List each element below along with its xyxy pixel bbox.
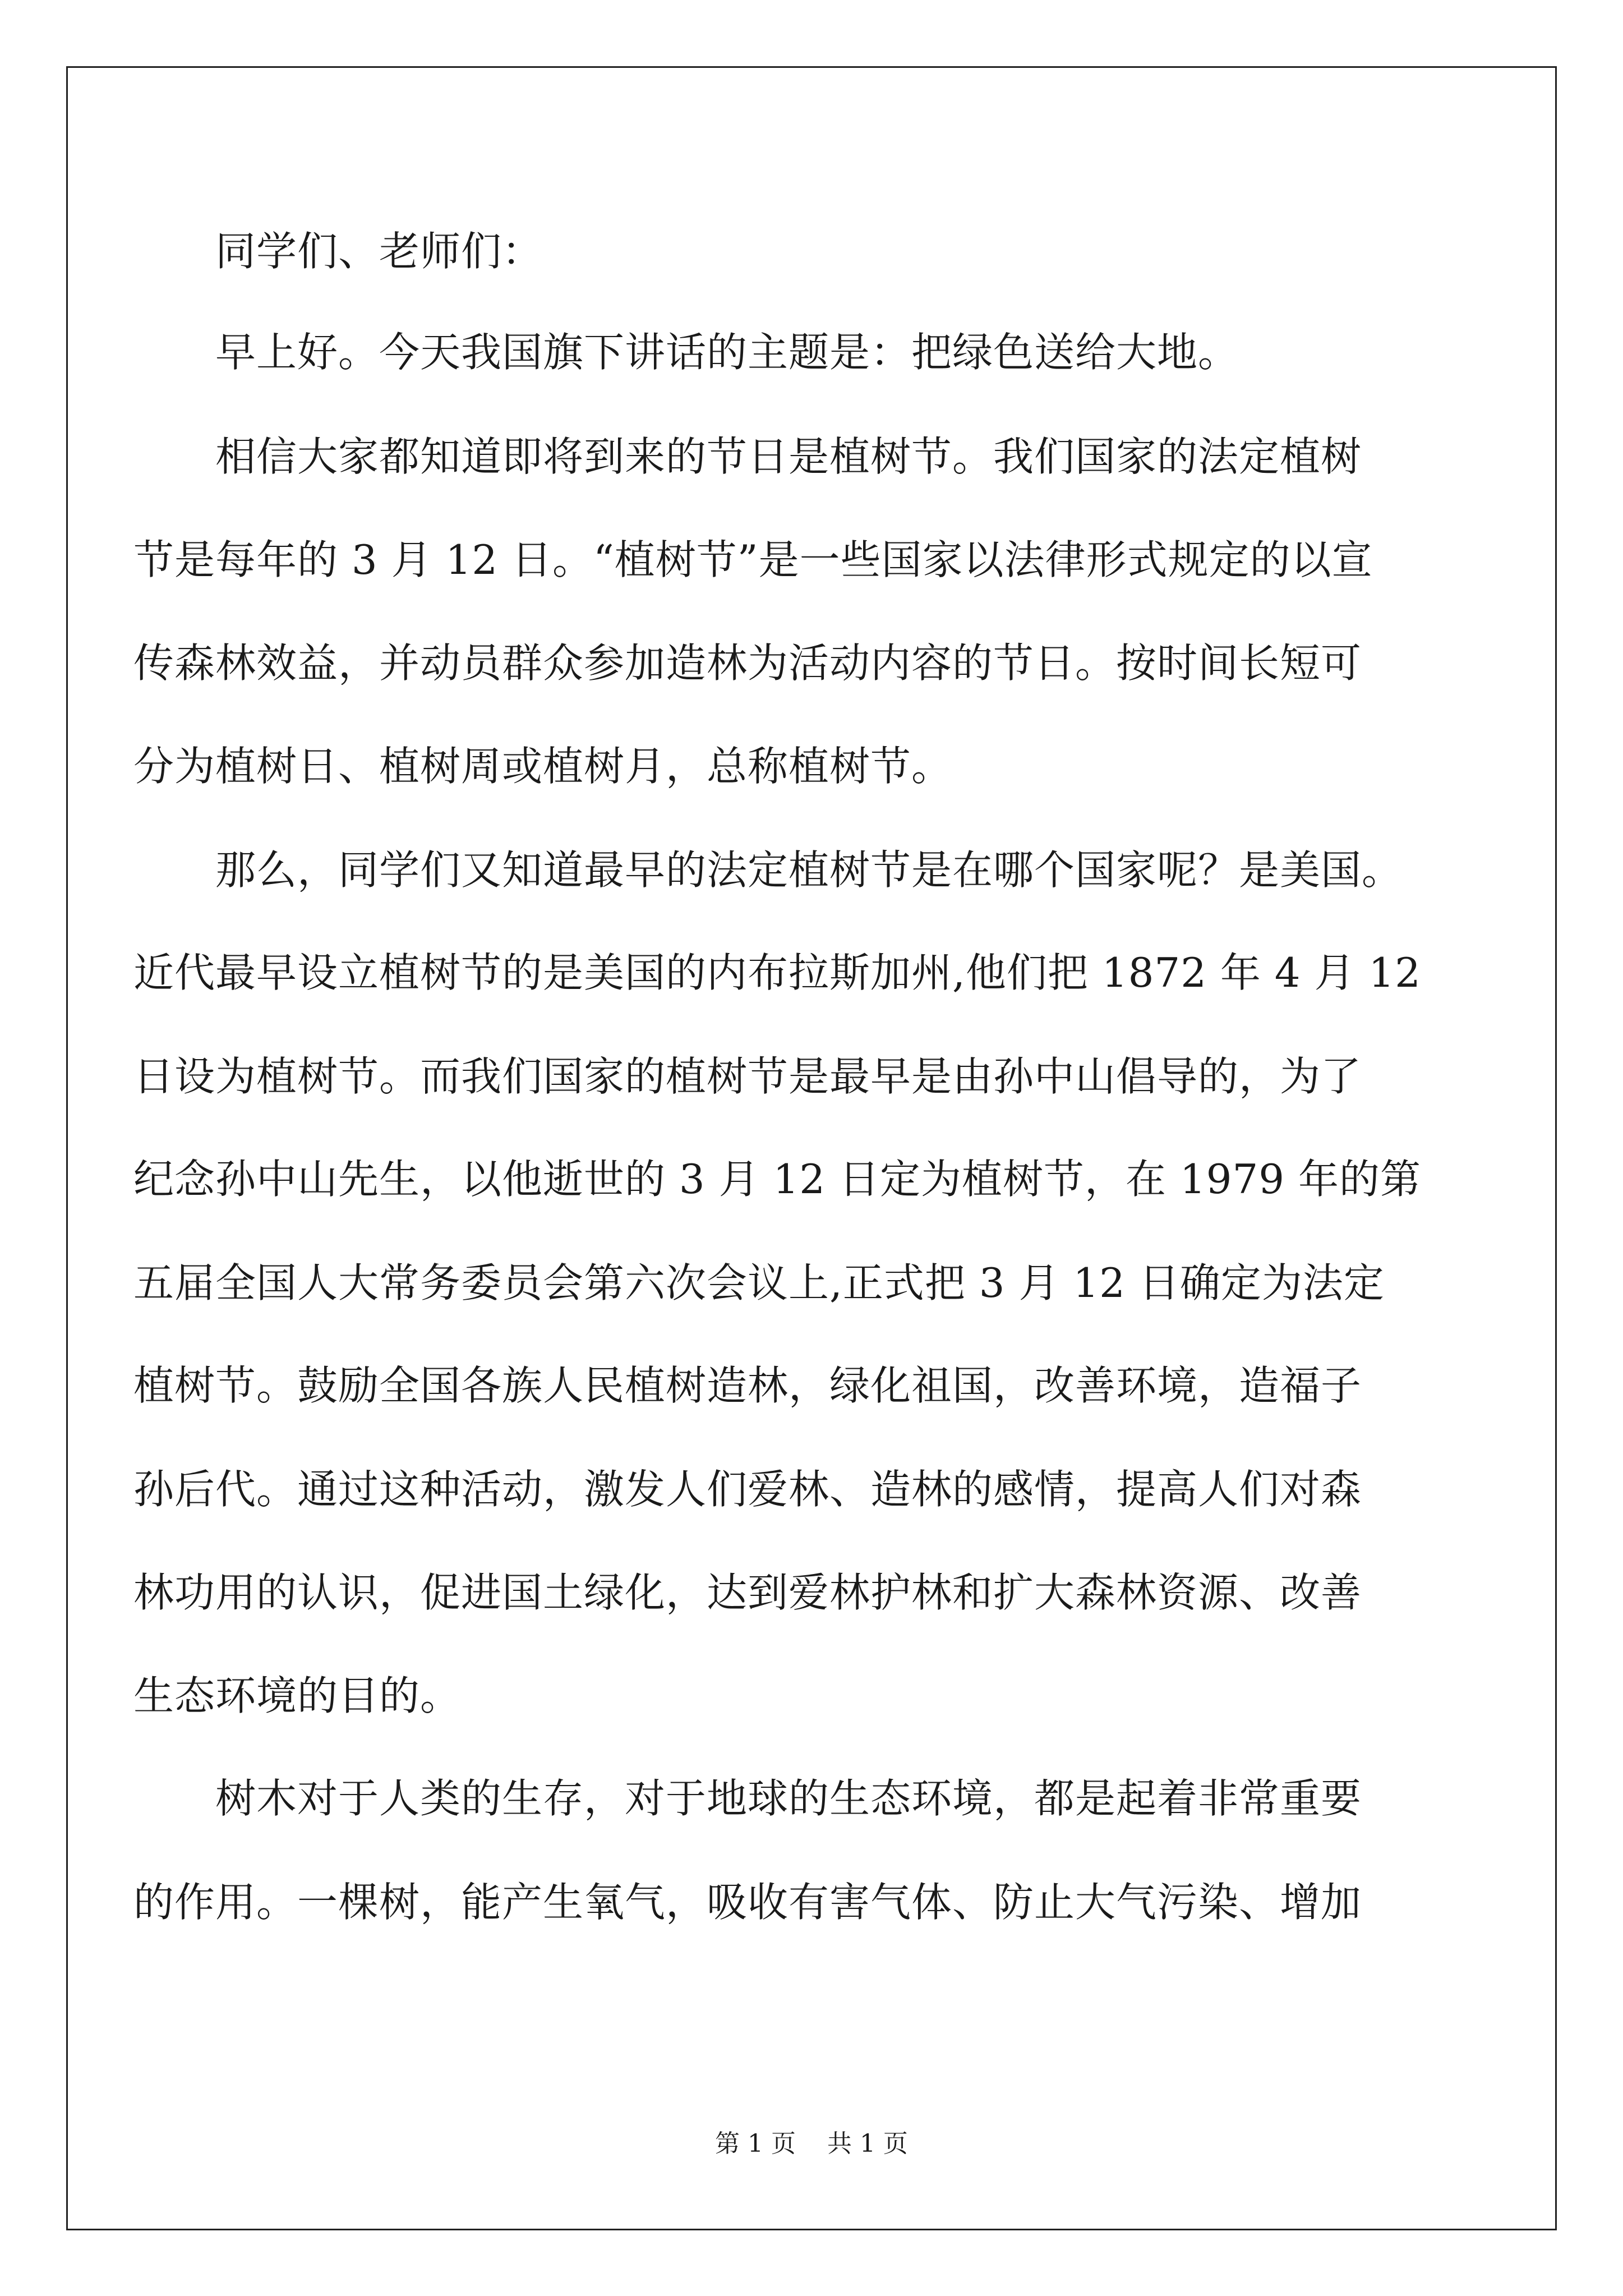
text-line: 植树节。鼓励全国各族人民植树造林，绿化祖国，改善环境，造福子 <box>133 1362 1362 1409</box>
page-footer <box>0 2129 1623 2158</box>
text-line: 日设为植树节。而我们国家的植树节是最早是由孙中山倡导的，为了 <box>133 1053 1362 1100</box>
text-line: 近代最早设立植树节的是美国的内布拉斯加州,他们把 1872 年 4 月 12 <box>133 949 1421 996</box>
text-line: 生态环境的目的。 <box>133 1672 462 1719</box>
text-line: 林功用的认识，促进国土绿化，达到爱林护林和扩大森林资源、改善 <box>133 1569 1362 1616</box>
text-line: 相信大家都知道即将到来的节日是植树节。我们国家的法定植树 <box>215 433 1362 480</box>
text-line: 树木对于人类的生存，对于地球的生态环境，都是起着非常重要 <box>215 1775 1362 1822</box>
text-line: 传森林效益，并动员群众参加造林为活动内容的节日。按时间长短可 <box>133 639 1362 687</box>
text-line: 同学们、老师们： <box>215 228 543 275</box>
text-line: 早上好。今天我国旗下讲话的主题是：把绿色送给大地。 <box>215 329 1239 376</box>
text-line: 节是每年的 3 月 12 日。“植树节”是一些国家以法律形式规定的以宣 <box>133 536 1373 583</box>
text-line: 那么，同学们又知道最早的法定植树节是在哪个国家呢？是美国。 <box>215 846 1403 894</box>
page-total: 共 1 页 <box>827 2129 908 2158</box>
text-line: 分为植树日、植树周或植树月，总称植树节。 <box>133 743 953 790</box>
text-line: 纪念孙中山先生，以他逝世的 3 月 12 日定为植树节，在 1979 年的第 <box>133 1156 1421 1203</box>
text-line: 五届全国人大常务委员会第六次会议上,正式把 3 月 12 日确定为法定 <box>133 1259 1385 1306</box>
text-line: 的作用。一棵树，能产生氧气，吸收有害气体、防止大气污染、增加 <box>133 1879 1362 1926</box>
page-number: 第 1 页 <box>715 2129 796 2158</box>
text-line: 孙后代。通过这种活动，激发人们爱林、造林的感情，提高人们对森 <box>133 1466 1362 1513</box>
